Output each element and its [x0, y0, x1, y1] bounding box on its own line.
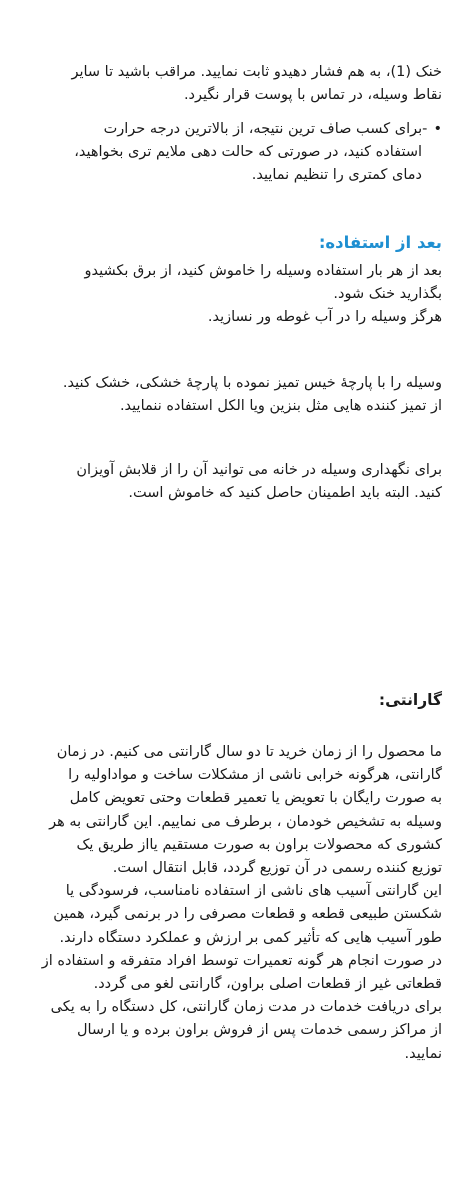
- after-use-p3-line-1: برای نگهداری وسیله در خانه می توانید آن را از قلابش آویزان: [76, 462, 442, 478]
- warranty-line-14: نمایید.: [404, 1045, 442, 1062]
- after-use-p2-line-1: وسیله را با پارچهٔ خیس تمیز نموده با پارچهٔ خشکی، خشک کنید.: [62, 375, 442, 391]
- after-use-p1-line-1: بعد از هر بار استفاده وسیله را خاموش کنید، از برق بکشیدو: [84, 263, 442, 279]
- bullet-icon: •: [433, 121, 442, 137]
- warranty-line-7: این گارانتی آسیب های ناشی از استفاده نامناسب، فرسودگی یا: [65, 883, 442, 900]
- tip-line-2: استفاده کنید، در صورتی که حالت دهی ملایم تری بخواهید،: [74, 144, 422, 160]
- warranty-line-5: کشوری که محصولات براون به صورت مستقیم یااز طریق یک: [76, 836, 442, 853]
- warranty-line-1: ما محصول را از زمان خرید تا دو سال گارانتی می کنیم. در زمان: [56, 744, 442, 760]
- warranty-line-13: از مراکز رسمی خدمات پس از فروش براون برده و یا ارسال: [76, 1022, 442, 1039]
- warranty-line-2: گارانتی، هرگونه خرابی ناشی از مشکلات ساخت و مواداولیه را: [68, 767, 442, 784]
- tip-line-1-text: -برای کسب صاف ترین نتیجه، از بالاترین درجه حرارت: [103, 121, 428, 137]
- warranty-line-12: برای دریافت خدمات در مدت زمان گارانتی، کل دستگاه را به یکی: [50, 999, 442, 1016]
- warranty-line-11: قطعاتی غیر از قطعات اصلی براون، گارانتی لغو می گردد.: [93, 976, 442, 993]
- warranty-paragraph: [22, 741, 442, 1066]
- tip-paragraph: [22, 118, 442, 187]
- after-use-p1-line-2: بگذارید خنک شود.: [333, 286, 442, 302]
- warranty-heading: گارانتی:: [378, 691, 442, 709]
- after-use-p2-line-2: از تمیز کننده هایی مثل بنزین ویا الکل استفاده ننمایید.: [119, 398, 442, 414]
- intro-paragraph: [22, 61, 442, 107]
- warranty-line-10: در صورت انجام هر گونه تعمیرات توسط افراد متفرقه و استفاده از: [41, 952, 442, 969]
- warranty-line-3: به صورت رایگان با تعویض یا تعمیر قطعات وحتی تعویض کامل: [69, 790, 442, 807]
- after-use-heading: بعد از استفاده:: [318, 233, 442, 252]
- after-use-p3-line-2: کنید. البته باید اطمینان حاصل کنید که خاموش است.: [128, 485, 442, 501]
- intro-line-1: خنک (1)، به هم فشار دهیدو ثابت نمایید. مراقب باشید تا سایر: [71, 64, 442, 80]
- warranty-line-9: طور آسیب هایی که تأثیر کمی بر ارزش و عملکرد دستگاه دارند.: [59, 929, 442, 946]
- after-use-p1-line-3: هرگز وسیله را در آب غوطه ور نسازید.: [207, 309, 442, 325]
- tip-line-3: دمای کمتری را تنظیم نمایید.: [251, 167, 422, 183]
- tip-line-1: [22, 118, 442, 141]
- warranty-line-4: وسیله به تشخیص خودمان ، برطرف می نماییم. این گارانتی به هر: [49, 813, 442, 830]
- warranty-line-8: شکستن طبیعی قطعه و قطعات مصرفی را در برنمی گیرد، همین: [53, 906, 442, 923]
- warranty-line-6: توزیع کننده رسمی در آن توزیع گردد، قابل انتقال است.: [112, 860, 442, 877]
- after-use-paragraph-2: [22, 372, 442, 418]
- intro-line-2: نقاط وسیله، در تماس با پوست قرار نگیرد.: [183, 87, 442, 103]
- after-use-paragraph-3: [22, 459, 442, 505]
- after-use-paragraph-1: [22, 260, 442, 329]
